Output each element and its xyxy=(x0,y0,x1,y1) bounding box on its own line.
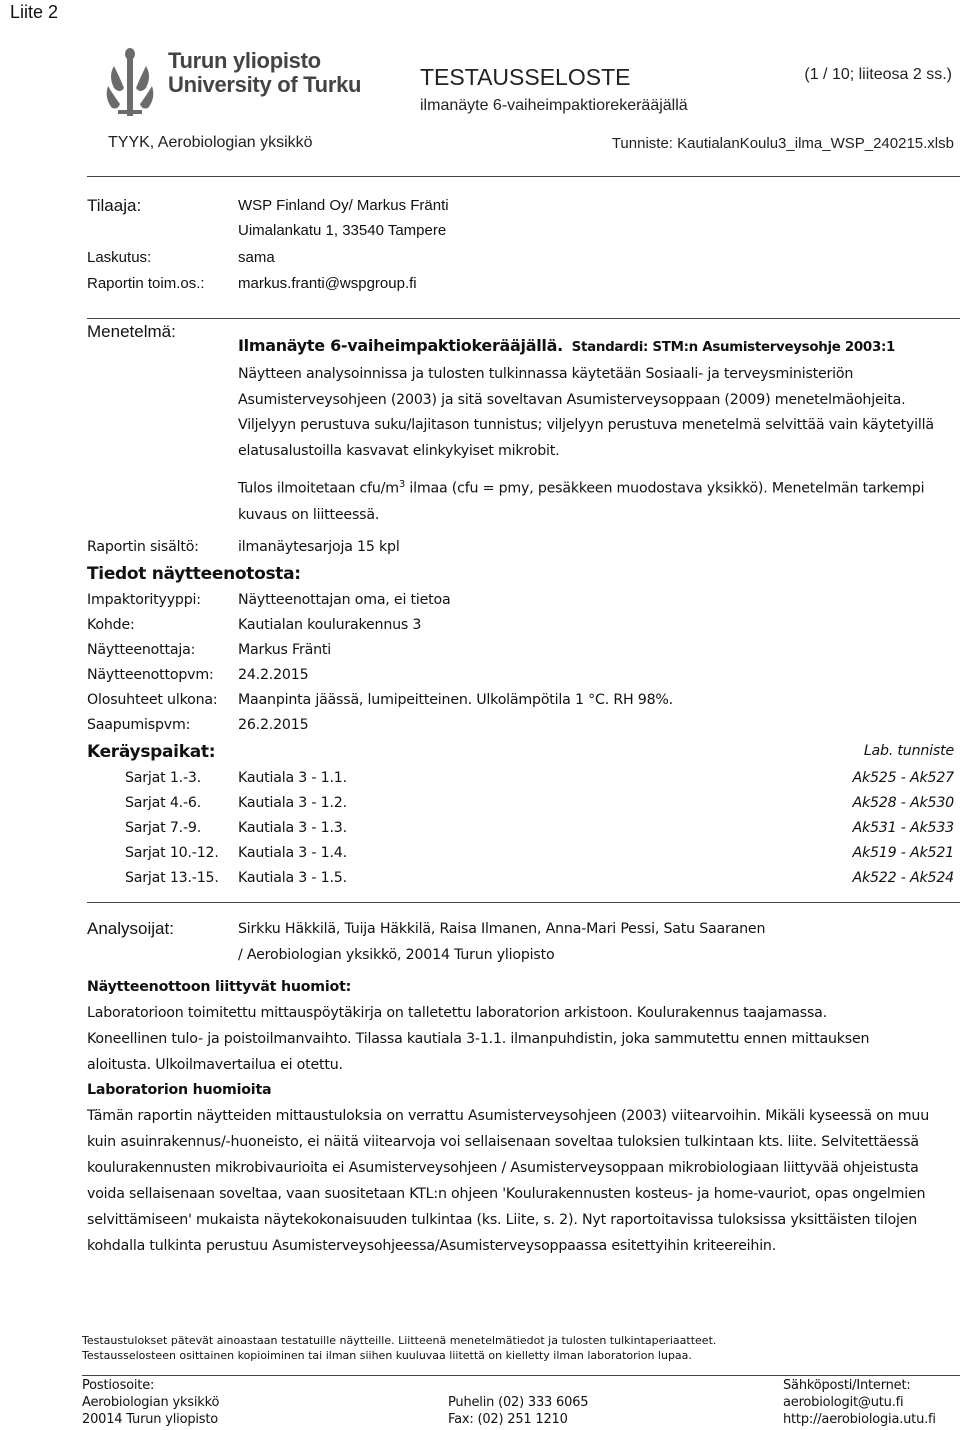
method-text-3b: ilmaa (cfu = pmy, pesäkkeen muodostava yksikkö). Menetelmän tarkempi kuvaus on liitteessä. xyxy=(238,480,925,523)
sample-row-value: Maanpinta jäässä, lumipeitteinen. Ulkolämpötila 1 °C. RH 98%. xyxy=(238,692,673,708)
university-seal-icon xyxy=(100,46,160,120)
attachment-label: Liite 2 xyxy=(10,2,59,22)
sample-row-value: Markus Fränti xyxy=(238,642,331,658)
sample-row-value: 26.2.2015 xyxy=(238,717,309,733)
report-recipient-label: Raportin toim.os.: xyxy=(87,275,205,292)
sampling-notes-text: Laboratorioon toimitettu mittauspöytäkirja on talletettu laboratorion arkistoon. Koulurakennus taajamassa. Koneellinen tulo- ja poistoilmanvaihto. Tilassa kautiala 3-1.1. ilmanpuhdistin, joka sammutettu ennen mittauksen aloitusta. Ulkoilmavertailua ei otettu. xyxy=(87,1005,870,1073)
lab-id-header: Lab. tunniste xyxy=(863,743,954,759)
sample-row-label: Kohde: xyxy=(87,617,135,633)
location-lab-id: Ak528 - Ak530 xyxy=(852,795,954,811)
website-url: http://aerobiologia.utu.fi xyxy=(783,1412,936,1427)
report-recipient-email: markus.franti@wspgroup.fi xyxy=(238,275,417,292)
method-title-line xyxy=(238,336,895,355)
location-lab-id: Ak522 - Ak524 xyxy=(852,870,954,886)
page-info: (1 / 10; liiteosa 2 ss.) xyxy=(804,66,952,83)
divider xyxy=(87,902,960,903)
disclaimer-1: Testaustulokset pätevät ainoastaan testatuille näytteille. Liitteenä menetelmätiedot ja tulosten tulkintaperiaatteet. xyxy=(82,1334,717,1347)
page-title: TESTAUSSELOSTE xyxy=(420,64,631,90)
report-identifier: Tunniste: KautialanKoulu3_ilma_WSP_240215.xlsb xyxy=(611,135,954,152)
analysts-names: Sirkku Häkkilä, Tuija Häkkilä, Raisa Ilmanen, Anna-Mari Pessi, Satu Saaranen xyxy=(238,921,766,937)
location-place: Kautiala 3 - 1.2. xyxy=(238,795,347,811)
analysts-org: / Aerobiologian yksikkö, 20014 Turun yliopisto xyxy=(238,947,555,963)
logo-line1: Turun yliopisto xyxy=(168,48,321,73)
location-series: Sarjat 4.-6. xyxy=(125,795,202,811)
method-text-3a: Tulos ilmoitetaan cfu/m xyxy=(238,480,399,497)
divider xyxy=(87,318,960,319)
method-text-3-sup: 3 xyxy=(398,479,406,490)
postal-line-2: 20014 Turun yliopisto xyxy=(82,1412,219,1427)
locations-heading: Keräyspaikat: xyxy=(87,742,216,762)
method-title: Ilmanäyte 6-vaiheimpaktiokerääjällä. xyxy=(238,336,563,355)
lab-notes-heading: Laboratorion huomioita xyxy=(87,1082,272,1098)
divider xyxy=(87,176,960,177)
sample-row-label: Impaktorityyppi: xyxy=(87,592,201,608)
location-lab-id: Ak519 - Ak521 xyxy=(852,845,954,861)
location-series: Sarjat 1.-3. xyxy=(125,770,202,786)
location-place: Kautiala 3 - 1.5. xyxy=(238,870,347,886)
location-series: Sarjat 7.-9. xyxy=(125,820,202,836)
location-series: Sarjat 13.-15. xyxy=(125,870,219,886)
location-place: Kautiala 3 - 1.4. xyxy=(238,845,347,861)
postal-label: Postiosoite: xyxy=(82,1378,155,1393)
logo-line2: University of Turku xyxy=(168,72,362,97)
client-value: WSP Finland Oy/ Markus Fränti xyxy=(238,197,449,214)
method-text-3 xyxy=(238,472,938,528)
method-label: Menetelmä: xyxy=(87,322,176,341)
sample-info-heading: Tiedot näytteenotosta: xyxy=(87,564,301,584)
client-label: Tilaaja: xyxy=(87,196,142,215)
billing-label: Laskutus: xyxy=(87,249,152,266)
sample-row-label: Olosuhteet ulkona: xyxy=(87,692,218,708)
location-lab-id: Ak525 - Ak527 xyxy=(852,770,954,786)
page-subtitle: ilmanäyte 6-vaiheimpaktiorekerääjällä xyxy=(420,97,688,114)
sampling-notes-heading: Näytteenottoon liittyvät huomiot: xyxy=(87,979,352,995)
sample-row-value: 24.2.2015 xyxy=(238,667,309,683)
method-text-1: Näytteen analysoinnissa ja tulosten tulkinnassa käytetään Sosiaali- ja terveysministeriön Asumisterveysohjeen (2003) ja sitä soveltavan Asumisterveysoppaan (2009) menetelmäohjeita. xyxy=(238,366,906,408)
client-address: Uimalankatu 1, 33540 Tampere xyxy=(238,222,447,239)
email-address: aerobiologit@utu.fi xyxy=(783,1395,904,1410)
fax-number: Fax: (02) 251 1210 xyxy=(448,1412,568,1427)
postal-line-1: Aerobiologian yksikkö xyxy=(82,1395,220,1410)
lab-notes-text: Tämän raportin näytteiden mittaustuloksia on verrattu Asumisterveysohjeen (2003) viitearvoihin. Mikäli kyseessä on muu kuin asuinrakennus/-huoneisto, ei näitä viitearvoja voi sellaisenaan soveltaa tuloksien tulkintaan kts. liite. Selvitettäessä koulurakennusten mikrobivaurioita ei Asumisterveysohjeen / Asumisterveysoppaan mikrobiologiaan liittyvää ohjeistusta voida sellaisenaan soveltaa, vaan suositetaan KTL:n ohjeen 'Koulurakennusten kosteus- ja home-vauriot, opas ongelmien selvittämiseen' mukaista näytekokonaisuuden tulkintaa (ks. Liite, s. 2). Nyt raportoitavissa tuloksissa yksittäisten tilojen kohdalla tulkinta perustuu Asumisterveysohjeessa/Asumisterveysoppaassa esitettyihin kriteereihin. xyxy=(87,1108,929,1254)
sample-row-value: Kautialan koulurakennus 3 xyxy=(238,617,422,633)
report-contents-label: Raportin sisältö: xyxy=(87,539,199,555)
method-text-2: Viljelyyn perustuva suku/lajitason tunnistus; viljelyyn perustuva menetelmä selvittää vain käytetyillä elatusalustoilla kasvavat elinkykyiset mikrobit. xyxy=(238,417,934,459)
location-place: Kautiala 3 - 1.1. xyxy=(238,770,347,786)
location-place: Kautiala 3 - 1.3. xyxy=(238,820,347,836)
location-series: Sarjat 10.-12. xyxy=(125,845,219,861)
footer-divider xyxy=(82,1375,960,1376)
report-contents-value: ilmanäytesarjoja 15 kpl xyxy=(238,539,400,555)
sample-row-label: Saapumispvm: xyxy=(87,717,191,733)
billing-value: sama xyxy=(238,249,275,266)
sample-row-value: Näytteenottajan oma, ei tietoa xyxy=(238,592,451,608)
sample-row-label: Näytteenottaja: xyxy=(87,642,196,658)
location-lab-id: Ak531 - Ak533 xyxy=(852,820,954,836)
phone-number: Puhelin (02) 333 6065 xyxy=(448,1395,589,1410)
disclaimer-2: Testausselosteen osittainen kopioiminen tai ilman siihen kuuluvaa liitettä on kielletty ilman laboratorion lupaa. xyxy=(82,1349,692,1362)
analysts-label: Analysoijat: xyxy=(87,919,174,938)
method-standard: Standardi: STM:n Asumisterveysohje 2003:1 xyxy=(571,340,896,355)
sample-row-label: Näytteenottopvm: xyxy=(87,667,214,683)
department: TYYK, Aerobiologian yksikkö xyxy=(108,134,313,151)
email-label: Sähköposti/Internet: xyxy=(783,1378,911,1393)
